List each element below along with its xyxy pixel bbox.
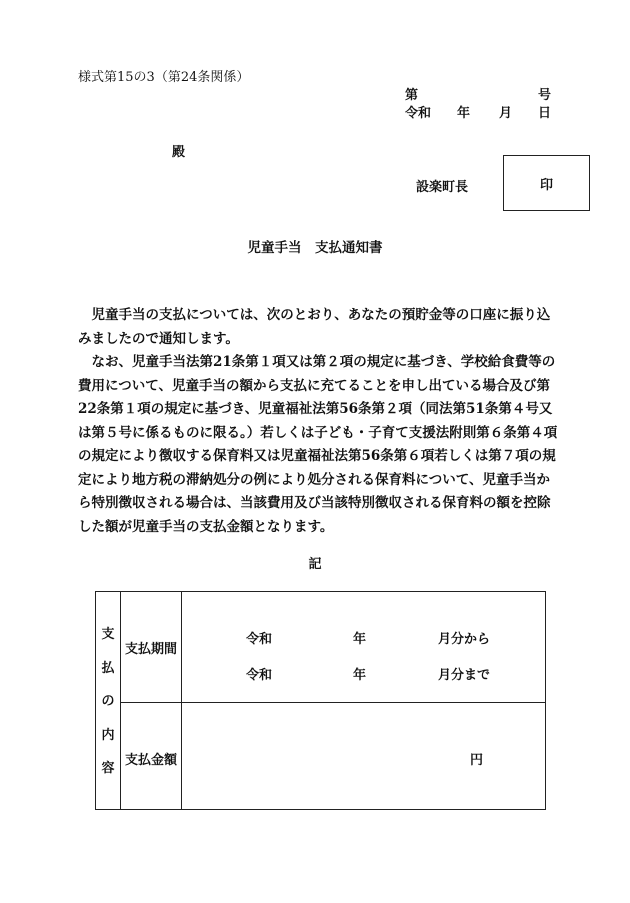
date-month-unit: 月 [499,106,513,121]
table-divider [120,592,121,809]
table-divider [120,702,545,703]
payment-amount-label: 支払金額 [124,753,177,768]
document-number [405,84,551,103]
date-era: 令和 [405,106,432,121]
ki-heading: 記 [308,557,322,572]
issuer-name: 設楽町長 [416,180,469,195]
body-paragraph-2: なお、児童手当法第21条第１項又は第２項の規定に基づき、学校給食費等の費用について、児童手当の額から支払に充てることを申し出ている場合及び第22条第１項の規定に基づき、児童福祉法第56条第２項（同法第51条第４号又は第５号に係るものに限る。）若しくは子ども・子育て支援法附則第６条第４項の規定により徴収する保育料又は児童福祉法第56条第６項若しくは第７項の規定により地方税の滞納処分の例により処分される保育料について、児童手当から特別徴収される場合は、当該費用及び当該特別徴収される保育料の額を控除した額が児童手当の支払金額となります。 [78,354,558,535]
body-text [78,304,558,539]
period-from-year: 年 [353,632,367,647]
payment-period-label: 支払期間 [124,642,177,657]
table-divider [181,592,182,809]
period-from-era: 令和 [246,632,273,647]
vertical-char: 払 [101,660,115,676]
document-number-prefix: 第 [405,88,419,103]
date-year-unit: 年 [457,106,471,121]
period-from-month: 月分から [438,632,491,647]
seal-box [503,155,590,211]
document-number-suffix: 号 [537,88,551,103]
amount-unit: 円 [470,753,484,768]
period-to-year: 年 [353,668,367,683]
period-to-month: 月分まで [438,668,491,683]
vertical-char: 内 [101,727,115,743]
date-day-unit: 日 [538,106,552,121]
issue-date [405,102,552,121]
payment-content-vertical-label [96,618,120,786]
vertical-char: 容 [101,761,115,776]
document-title: 児童手当 支払通知書 [247,240,383,256]
seal-label: 印 [539,177,553,193]
vertical-char: の [101,694,115,709]
form-number: 様式第15の3（第24条関係） [78,70,250,85]
payment-details-table [95,591,546,810]
body-paragraph-1: 児童手当の支払については、次のとおり、あなたの預貯金等の口座に振り込みましたので通知します。 [78,307,551,347]
addressee-suffix: 殿 [172,145,186,160]
period-to-era: 令和 [246,668,273,683]
vertical-char: 支 [101,627,115,642]
